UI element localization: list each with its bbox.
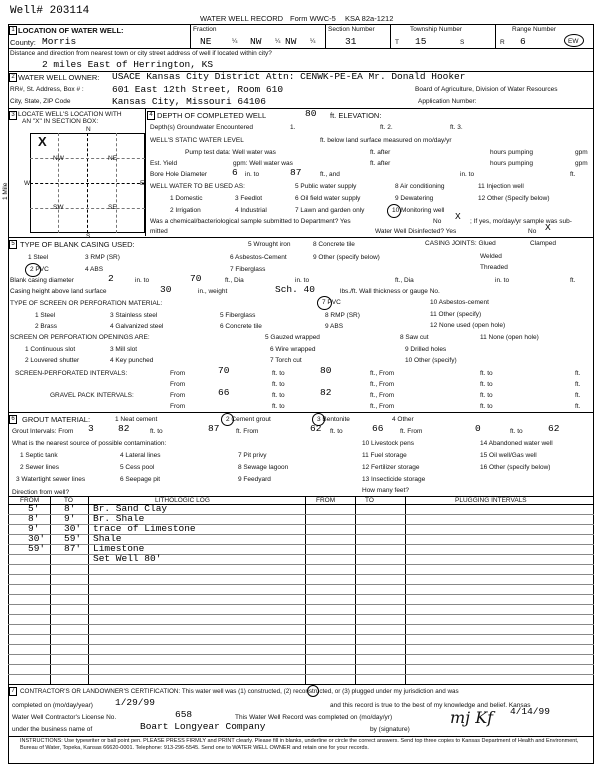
owner-label: WATER WELL OWNER: <box>18 73 100 82</box>
casing-diameter: 2 <box>108 273 114 284</box>
completed-date: 1/29/99 <box>115 697 155 708</box>
log-row-to: 9' <box>64 513 76 524</box>
log-row-to: 87' <box>64 543 82 554</box>
casing-label: TYPE OF BLANK CASING USED: <box>20 240 135 249</box>
use-label: WELL WATER TO BE USED AS: <box>150 183 245 190</box>
elevation-label: ft. ELEVATION: <box>330 111 382 120</box>
log-row-description: Limestone <box>93 543 145 554</box>
section-number-label: Section Number <box>328 26 375 33</box>
grout-to-2: 62 <box>310 423 322 434</box>
constructed-circle <box>307 685 319 697</box>
casing-pvc: 2 PVC <box>30 266 49 273</box>
grout-from-1: 3 <box>88 423 94 434</box>
fraction-2: NW <box>250 36 262 47</box>
owner-city: Kansas City, Missouri 64106 <box>112 96 266 107</box>
pvc-circle <box>25 263 41 277</box>
business-name: Boart Longyear Company <box>140 721 266 732</box>
fraction-1: NE <box>200 36 212 47</box>
section-number: 31 <box>345 36 357 47</box>
log-header-from: FROM <box>20 497 40 504</box>
grout-cement: 2 Cement grout <box>226 416 271 423</box>
certification-line: CONTRACTOR'S OR LANDOWNER'S CERTIFICATION: This water well was (1) constructed, (2) reconstructed, or (3) plugged under my jurisdiction and was <box>20 688 459 695</box>
log-row-description: trace of Limestone <box>93 523 196 534</box>
log-row-from: 59' <box>28 543 46 554</box>
county-label: County: <box>10 38 36 47</box>
section-7-marker: 7 <box>9 687 17 696</box>
casing-height: 30 <box>160 284 172 295</box>
log-row-description: Br. Sand Clay <box>93 503 168 514</box>
screen-pvc: 7 PVC <box>322 299 341 306</box>
section-6-marker: 6 <box>9 415 17 424</box>
bore-depth: 87 <box>290 167 302 178</box>
gravel-from: 66 <box>218 387 230 398</box>
log-row-to: 59' <box>64 533 82 544</box>
log-row-description: Br. Shale <box>93 513 145 524</box>
form-title: WATER WELL RECORD <box>200 14 284 23</box>
log-row-description: Set Well 80' <box>93 553 162 564</box>
well-location-mark: X <box>38 134 47 149</box>
grout-from-2: 87 <box>208 423 220 434</box>
static-level-label: WELL'S STATIC WATER LEVEL <box>150 137 244 144</box>
bore-label: Bore Hole Diameter <box>150 171 208 178</box>
well-id: Well# 203114 <box>10 5 90 17</box>
township-number: 15 <box>415 36 427 47</box>
screen-to: 80 <box>320 365 332 376</box>
log-row-from: 9' <box>28 523 40 534</box>
pump-test-label: Pump test data: Well water was <box>185 149 276 156</box>
fraction-label: Fraction <box>193 26 217 33</box>
log-header-lithologic: LITHOLOGIC LOG <box>155 497 210 504</box>
city-label: City, State, ZIP Code <box>10 98 71 105</box>
mile-label: 1 Mile <box>2 182 9 200</box>
distance-value: 2 miles East of Herrington, KS <box>42 59 214 70</box>
board-label: Board of Agriculture, Division of Water Resources <box>415 86 558 93</box>
log-row-to: 8' <box>64 503 76 514</box>
address-label: RR#, St. Address, Box # : <box>10 86 84 93</box>
grout-from-4: 0 <box>475 423 481 434</box>
location-label: LOCATION OF WATER WELL: <box>18 26 124 35</box>
screen-from: 70 <box>218 365 230 376</box>
log-row-description: Shale <box>93 533 122 544</box>
log-header-to: TO <box>64 497 73 504</box>
township-label: Township Number <box>410 26 463 33</box>
range-number: 6 <box>520 36 526 47</box>
section-5-marker: 5 <box>9 240 17 249</box>
log-row-from: 8' <box>28 513 40 524</box>
grout-to-3: 66 <box>372 423 384 434</box>
grout-bentonite: 3 Bentonite <box>317 416 350 423</box>
screen-label: TYPE OF SCREEN OR PERFORATION MATERIAL: <box>10 300 163 307</box>
distance-label: Distance and direction from nearest town or city street address of well if located within city? <box>10 50 272 57</box>
log-header-plugging: PLUGGING INTERVALS <box>455 497 527 504</box>
log-header-to-2: TO <box>365 497 374 504</box>
casing-schedule: Sch. 40 <box>275 284 315 295</box>
locate-label: LOCATE WELL'S LOCATION WITH <box>18 111 122 118</box>
license-number: 658 <box>175 709 193 720</box>
bore-diameter: 6 <box>232 167 238 178</box>
log-header-from-2: FROM <box>316 497 336 504</box>
screen-pvc-circle <box>317 296 332 310</box>
county-value: Morris <box>42 36 77 47</box>
log-row-from: 30' <box>28 533 46 544</box>
section-3-marker: 3 <box>9 111 17 120</box>
chem-no-mark: X <box>455 211 461 222</box>
cement-grout-circle <box>221 413 234 426</box>
grout-to-1: 82 <box>118 423 130 434</box>
casing-joints-label: CASING JOINTS: Glued <box>425 240 496 247</box>
grout-label: GROUT MATERIAL: <box>22 415 91 424</box>
record-date: 4/14/99 <box>510 706 550 717</box>
grout-to-4: 62 <box>548 423 560 434</box>
depth-value: 80 <box>305 108 317 119</box>
ksa-reference: KSA 82a-1212 <box>345 14 394 23</box>
range-label: Range Number <box>512 26 557 33</box>
contractor-signature: mj Kf <box>450 708 494 727</box>
groundwater-label: Depth(s) Groundwater Encountered <box>150 124 253 131</box>
use-monitoring-well: 10 Monitoring well <box>392 207 445 214</box>
est-yield-label: Est. Yield <box>150 160 178 167</box>
range-circle <box>564 34 584 47</box>
section-4-marker: 4 <box>147 111 155 120</box>
owner-address: 601 East 12th Street, Room 610 <box>112 84 284 95</box>
application-number-label: Application Number: <box>418 98 477 105</box>
gravel-to: 82 <box>320 387 332 398</box>
section-2-marker: 2 <box>9 73 17 82</box>
casing-depth: 70 <box>190 273 202 284</box>
log-row-from: 5' <box>28 503 40 514</box>
instructions: INSTRUCTIONS: Use typewriter or ball point pen. PLEASE PRESS FIRMLY and PRINT clearly. Please fill in blanks, underline or circle the correct answers. Send top three copies to Kansas Department of Health and Environment, Bureau of Water, Topeka, Kansas 66620-0001. Telephone: 913-296-5545. Send one to WATER WELL OWNER and retain one for your records. <box>20 738 579 751</box>
range-direction: EW <box>568 38 579 45</box>
disinfected-no-mark: X <box>545 222 551 233</box>
section-1-marker: 1 <box>9 26 17 35</box>
log-row-to: 30' <box>64 523 82 534</box>
owner-name: USACE Kansas City District Attn: CENWK-PE-EA Mr. Donald Hooker <box>112 71 466 82</box>
form-number: Form WWC-5 <box>290 14 336 23</box>
depth-label: DEPTH OF COMPLETED WELL <box>157 111 267 120</box>
monitoring-circle <box>387 204 401 218</box>
fraction-3: NW <box>285 36 297 47</box>
